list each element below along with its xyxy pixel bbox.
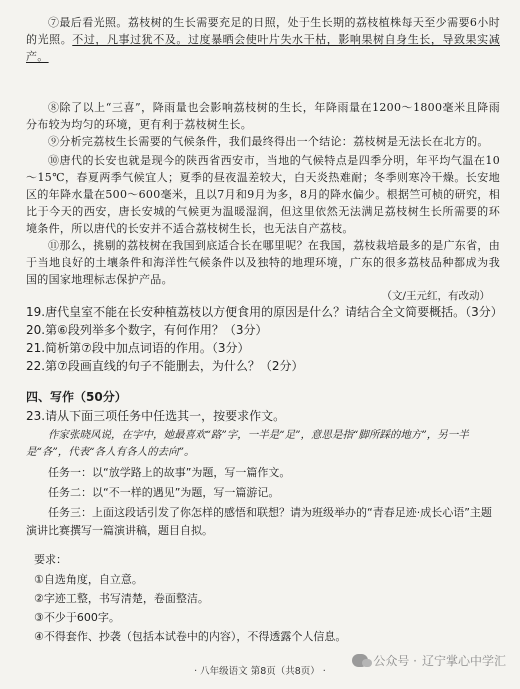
paragraph-7-underlined-sentence: 不过，凡事过犹不及。过度暴晒会使叶片失水干枯，影响果树自身生长，导致果实减产。 [26, 33, 500, 63]
requirements-title: 要求： [34, 553, 67, 566]
requirement-3: ③不少于600字。 [34, 611, 120, 624]
watermark-prefix: 公众号 · [373, 654, 417, 668]
question-22: 22.第⑦段画直线的句子不能删去，为什么？（2分） [26, 359, 304, 373]
task-3: 任务三：上面这段话引发了你怎样的感悟和联想？请为班级举办的“青春足迹·成长心语”主题演讲比赛撰写一篇演讲稿，题目自拟。 [26, 506, 492, 537]
page-footer: · 八年级语文 第8页（共8页） · [194, 666, 326, 677]
question-20: 20.第⑥段列举多个数字，有何作用？（3分） [26, 323, 268, 337]
paragraph-11: ⑪那么，挑剔的荔枝树在我国到底适合长在哪里呢？在我国，荔枝栽培最多的是广东省，由于当地良好的土壤条件和海洋性气候条件以及独特的地理环境，广东的很多荔枝品种都成为我国的国家地理标志保护产品。 [26, 239, 500, 286]
writing-section-title: 四、写作（50分） [26, 390, 127, 404]
requirement-2: ②字迹工整，书写清楚，卷面整洁。 [34, 592, 209, 605]
paragraph-10: ⑩唐代的长安也就是现今的陕西省西安市，当地的气候特点是四季分明，年平均气温在10～15℃，春夏两季气候宜人；夏季的昼夜温差较大，白天炎热难耐；冬季则寒冷干燥。长安地区的年降水量在500～600毫米，且以7月和9月为多，8月的降水偏少。根据竺可桢的研究，相比于今天的西安，唐长安城的气候更为温暖湿润，但这里依然无法满足荔枝树生长所需要的环境条件，所以唐代的长安并不适合荔枝树生长，也无法自产荔枝。 [26, 154, 500, 235]
paragraph-9: ⑨分析完荔枝生长需要的气候条件，我们最终得出一个结论：荔枝树是无法长在北方的。 [48, 135, 489, 148]
question-21: 21.简析第⑦段中加点词语的作用。（3分） [26, 341, 250, 355]
requirement-1: ①自选角度，自立意。 [34, 573, 143, 586]
writing-quote: 作家张晓风说，在字中，她最喜欢“路”字，一半是“足”，意思是指“脚所踩的地方”，另一半是“各”，代表“各人有各人的去向”。 [26, 429, 469, 458]
requirement-4: ④不得套作、抄袭（包括本试卷中的内容），不得透露个人信息。 [34, 630, 347, 643]
task-1: 任务一：以“放学路上的故事”为题，写一篇作文。 [48, 466, 291, 479]
article-source: （文/王元红，有改动） [381, 290, 490, 302]
writing-prompt: 23.请从下面三项任务中任选其一，按要求作文。 [26, 409, 286, 423]
paragraph-7-text: ⑦最后看光照。荔枝树的生长需要充足的日照，处于生长期的荔枝植株每天至少需要6小时的光照。 [26, 16, 500, 46]
task-2: 任务二：以“不一样的遇见”为题，写一篇游记。 [48, 486, 280, 499]
question-19: 19.唐代皇室不能在长安种植荔枝以方便食用的原因是什么？请结合全文简要概括。（3分） [26, 305, 503, 319]
paragraph-7 [26, 14, 500, 65]
watermark-name: 辽宁掌心中学汇 [421, 654, 506, 668]
paragraph-8: ⑧除了以上“三喜”，降雨量也会影响荔枝树的生长，年降雨量在1200～1800毫米且降雨分布较为均匀的环境，更有利于荔枝树生长。 [26, 101, 500, 131]
